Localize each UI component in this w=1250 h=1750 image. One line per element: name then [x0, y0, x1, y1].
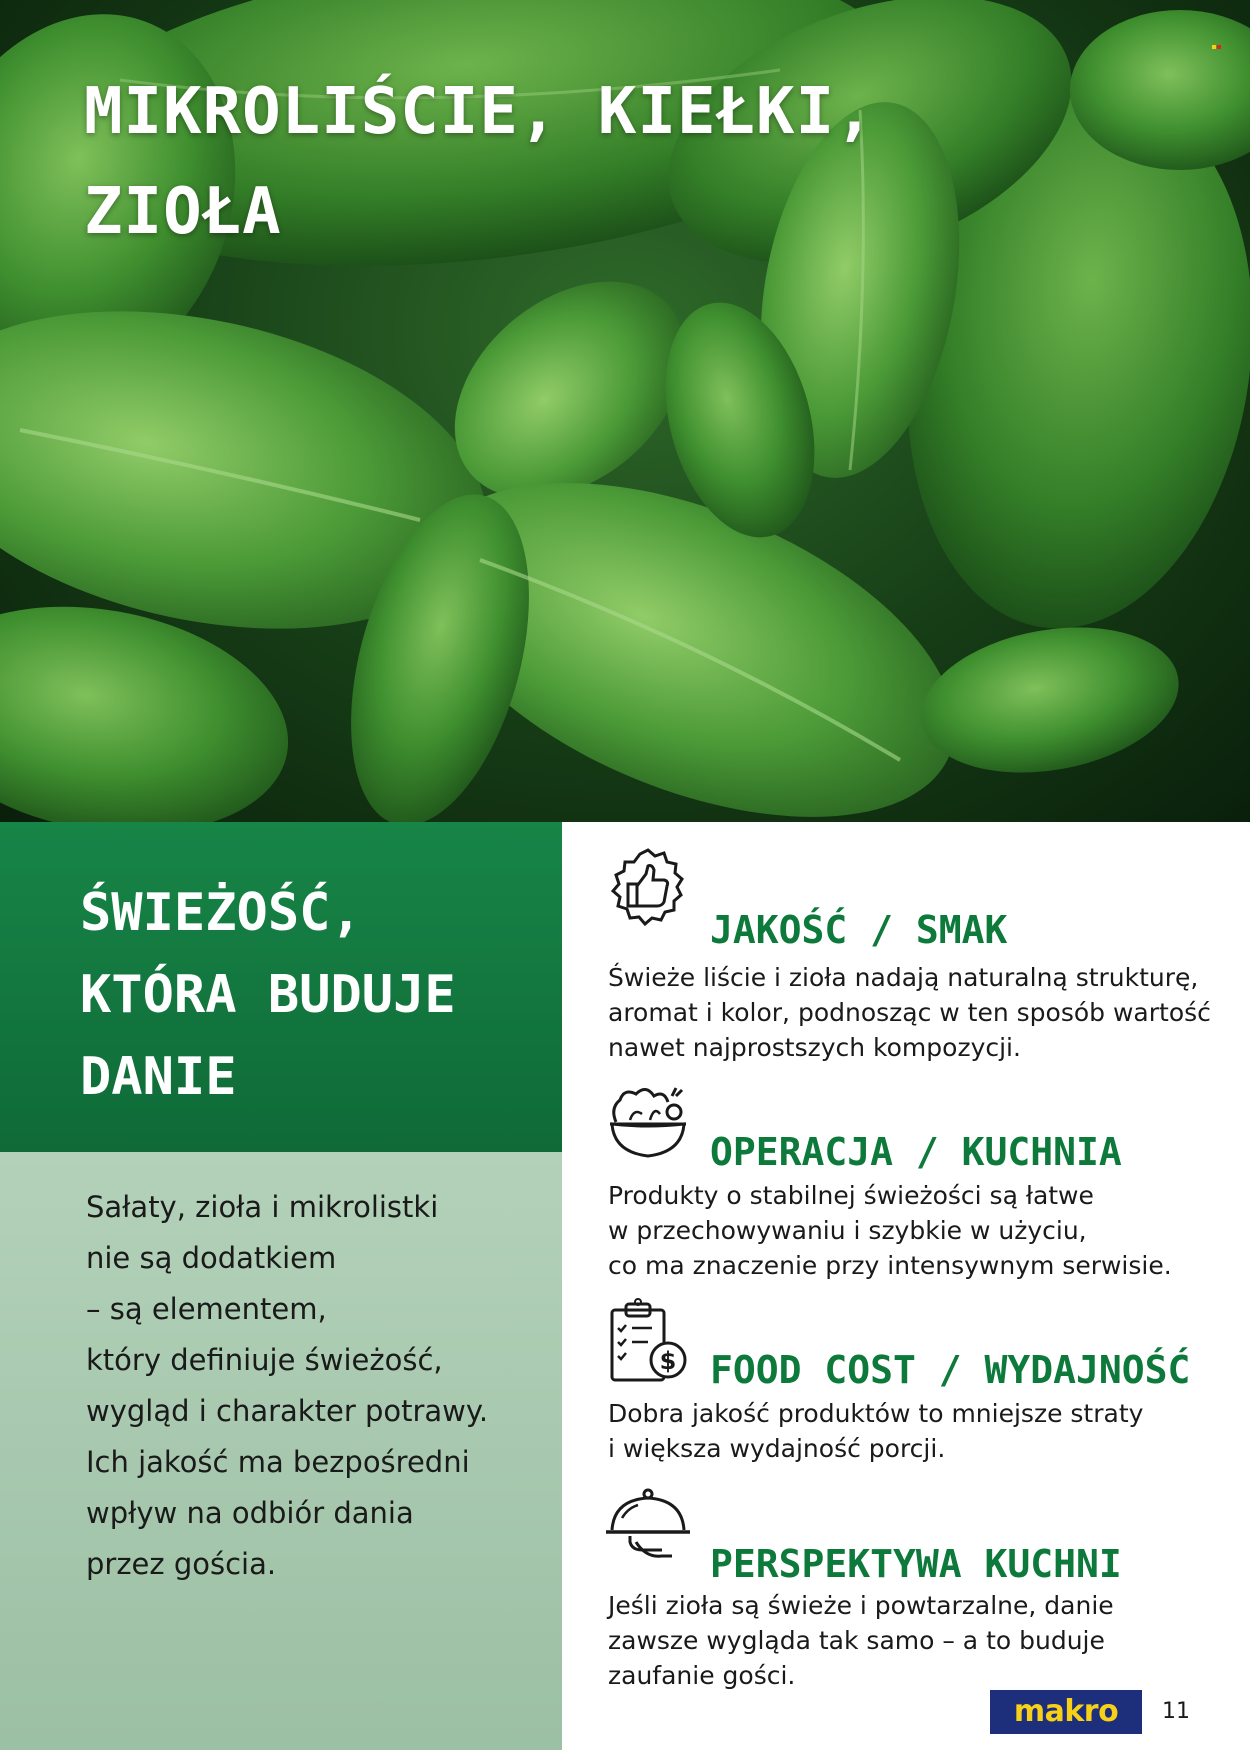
feature-line: zawsze wygląda tak samo – a to buduje [608, 1626, 1105, 1655]
hero-title-line: MIKROLIŚCIE, KIEŁKI, [84, 75, 875, 149]
thumbs-up-badge-icon [602, 844, 694, 936]
feature-title: JAKOŚĆ / SMAK [710, 908, 1008, 952]
svg-text:$: $ [659, 1347, 677, 1375]
body-line: Ich jakość ma bezpośredni [86, 1445, 470, 1479]
body-line: przez gościa. [86, 1547, 277, 1581]
freshness-body-text [86, 1182, 546, 1590]
body-line: wygląd i charakter potrawy. [86, 1394, 489, 1428]
feature-operation-kitchen [562, 1074, 1250, 1280]
feature-title: FOOD COST / WYDAJNOŚĆ [710, 1348, 1191, 1392]
body-line: wpływ na odbiór dania [86, 1496, 414, 1530]
clipboard-cost-icon [602, 1296, 694, 1388]
feature-title: OPERACJA / KUCHNIA [710, 1130, 1122, 1174]
feature-line: co ma znaczenie przy intensywnym serwisie. [608, 1251, 1172, 1280]
feature-description [608, 1396, 1228, 1466]
feature-line: aromat i kolor, podnosząc w ten sposób wartość [608, 998, 1211, 1027]
feature-line: w przechowywaniu i szybkie w użyciu, [608, 1216, 1087, 1245]
body-line: który definiuje świeżość, [86, 1343, 443, 1377]
page-number: 11 [1162, 1699, 1190, 1724]
feature-description [608, 1588, 1228, 1693]
feature-line: zaufanie gości. [608, 1661, 796, 1690]
feature-line: Jeśli zioła są świeże i powtarzalne, danie [608, 1591, 1114, 1620]
feature-kitchen-perspective [562, 1482, 1250, 1690]
feature-line: Produkty o stabilnej świeżości są łatwe [608, 1181, 1094, 1210]
hero-title [84, 62, 875, 262]
features-column [562, 822, 1250, 1750]
feature-line: Dobra jakość produktów to mniejsze straty [608, 1399, 1144, 1428]
feature-quality-taste [562, 844, 1250, 1062]
salad-bowl-icon [602, 1074, 694, 1166]
freshness-body-panel [0, 1152, 562, 1750]
feature-description [608, 1178, 1228, 1283]
hero-image-section [0, 0, 1250, 822]
freshness-heading-line: ŚWIEŻOŚĆ, [80, 883, 362, 943]
feature-line: Świeże liście i zioła nadają naturalną strukturę, [608, 963, 1199, 992]
feature-line: nawet najprostszych kompozycji. [608, 1033, 1021, 1062]
hero-title-line: ZIOŁA [84, 175, 282, 249]
freshness-heading-line: DANIE [80, 1047, 237, 1107]
freshness-heading-panel [0, 822, 562, 1152]
serving-cloche-icon [602, 1482, 694, 1574]
feature-title: PERSPEKTYWA KUCHNI [710, 1542, 1122, 1586]
body-line: Sałaty, zioła i mikrolistki [86, 1190, 439, 1224]
body-line: nie są dodatkiem [86, 1241, 337, 1275]
feature-description [608, 960, 1228, 1065]
makro-logo: makro [990, 1690, 1142, 1734]
freshness-heading-line: KTÓRA BUDUJE [80, 965, 456, 1025]
feature-food-cost [562, 1296, 1250, 1476]
freshness-heading [80, 872, 456, 1118]
corner-color-mark [1212, 34, 1222, 40]
body-line: – są elementem, [86, 1292, 327, 1326]
feature-line: i większa wydajność porcji. [608, 1434, 946, 1463]
